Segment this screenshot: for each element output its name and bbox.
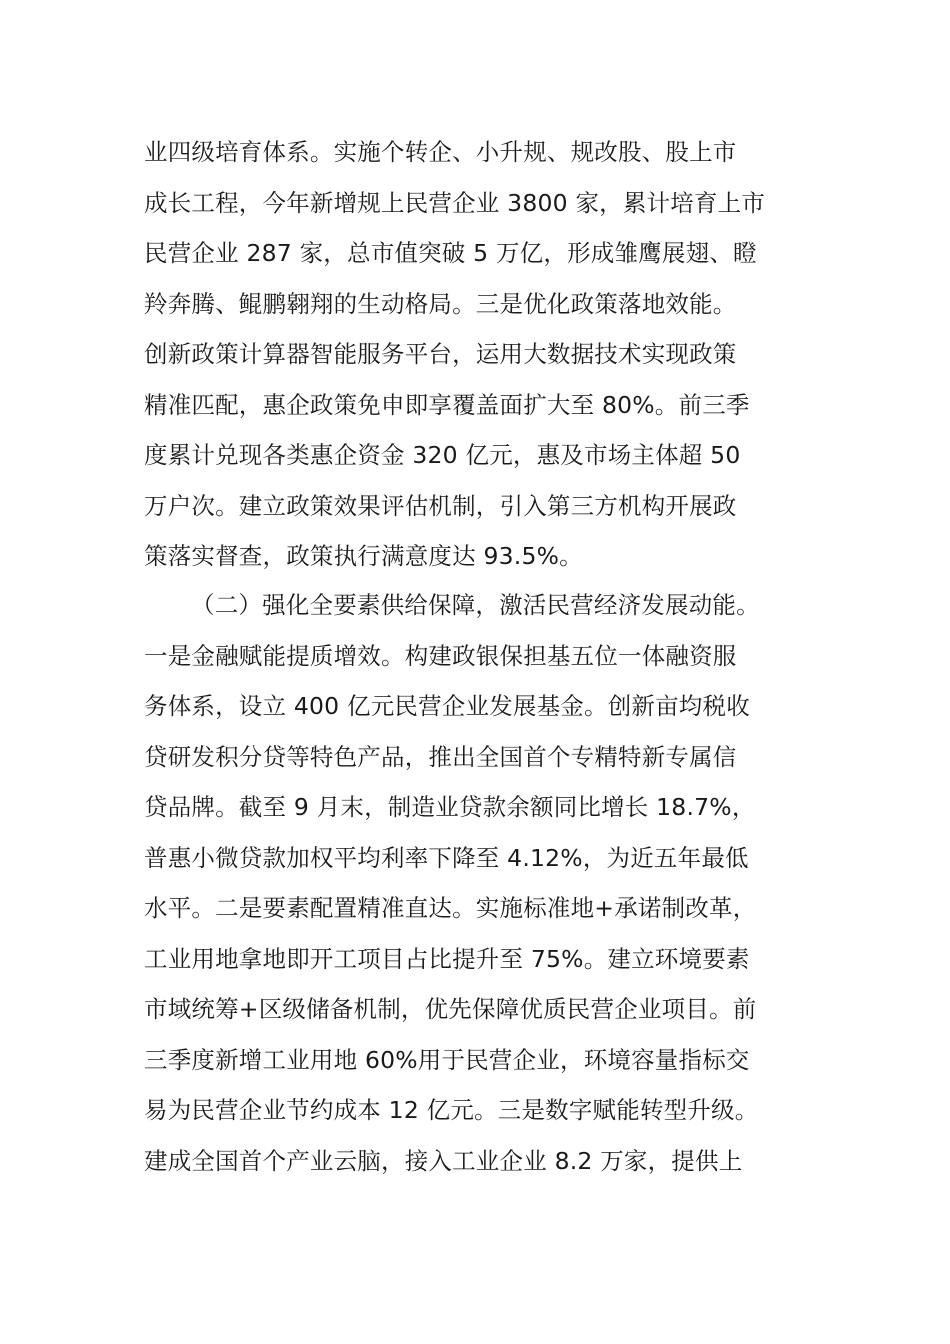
paragraph-line: 贷研发积分贷等特色产品，推出全国首个专精特新专属信: [144, 742, 737, 771]
paragraph-line: 精准匹配，惠企政策免申即享覆盖面扩大至 80%。前三季: [144, 390, 750, 419]
paragraph-line: 羚奔腾、鲲鹏翱翔的生动格局。三是优化政策落地效能。: [144, 289, 737, 318]
paragraph-line: 普惠小微贷款加权平均利率下降至 4.12%，为近五年最低: [144, 843, 749, 872]
section-heading-line: （二）强化全要素供给保障，激活民营经济发展动能。: [191, 591, 760, 619]
paragraph-line: 万户次。建立政策效果评估机制，引入第三方机构开展政: [144, 491, 737, 520]
paragraph-line: 民营企业 287 家，总市值突破 5 万亿，形成雏鹰展翅、瞪: [144, 239, 757, 267]
paragraph-line: 贷品牌。截至 9 月末，制造业贷款余额同比增长 18.7%，: [144, 793, 756, 821]
paragraph-1: [144, 127, 814, 582]
paragraph-line: 工业用地拿地即开工项目占比提升至 75%。建立环境要素: [144, 944, 750, 973]
paragraph-2: [144, 580, 814, 1186]
paragraph-line: 业四级培育体系。实施个转企、小升规、规改股、股上市: [144, 138, 737, 166]
paragraph-line: 市域统筹+区级储备机制，优先保障优质民营企业项目。前: [144, 995, 757, 1023]
paragraph-line: 务体系，设立 400 亿元民营企业发展基金。创新亩均税收: [144, 692, 750, 720]
paragraph-line: 创新政策计算器智能服务平台，运用大数据技术实现政策: [144, 340, 737, 368]
paragraph-line: 水平。二是要素配置精准直达。实施标准地+承诺制改革，: [144, 894, 757, 922]
paragraph-line: 成长工程，今年新增规上民营企业 3800 家，累计培育上市: [144, 188, 766, 217]
paragraph-line: 度累计兑现各类惠企资金 320 亿元，惠及市场主体超 50: [144, 441, 741, 469]
paragraph-line: 建成全国首个产业云脑，接入工业企业 8.2 万家，提供上: [144, 1146, 743, 1175]
paragraph-line: 一是金融赋能提质增效。构建政银保担基五位一体融资服: [144, 641, 737, 670]
paragraph-line: 易为民营企业节约成本 12 亿元。三是数字赋能转型升级。: [144, 1096, 759, 1124]
paragraph-line: 三季度新增工业用地 60%用于民营企业，环境容量指标交: [144, 1045, 750, 1074]
paragraph-line: 策落实督查，政策执行满意度达 93.5%。: [144, 542, 583, 570]
